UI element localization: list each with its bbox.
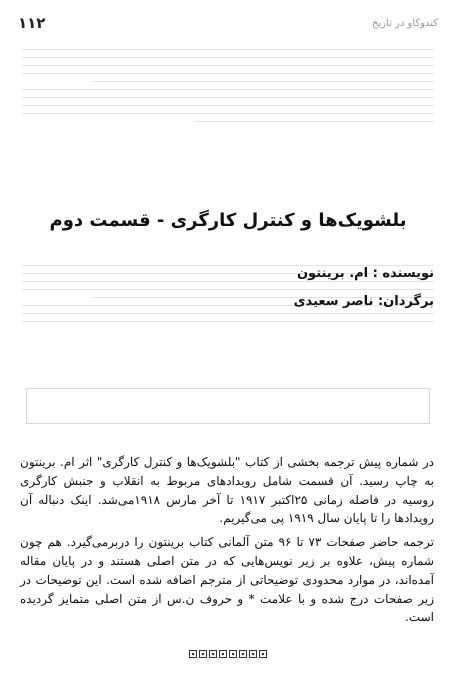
show-through-line [22, 65, 434, 66]
show-through-box [26, 388, 430, 424]
page-number: ۱۱۲ [18, 14, 46, 32]
ornament-glyph [229, 650, 237, 658]
ornament-glyph [199, 650, 207, 658]
show-through-text-top [22, 42, 434, 192]
running-head: کندوکاو در تاریخ [371, 17, 438, 29]
author-credit: نویسنده : ام. برینتون [296, 266, 434, 281]
show-through-line [22, 313, 434, 314]
ornament-divider [189, 650, 267, 658]
show-through-line [22, 321, 434, 322]
show-through-line [22, 289, 434, 290]
show-through-line [22, 89, 434, 90]
show-through-line [22, 57, 434, 58]
show-through-line [22, 49, 434, 50]
ornament-glyph [249, 650, 257, 658]
article-title: بلشویک‌ها و کنترل کارگری - قسمت دوم [49, 210, 407, 231]
show-through-line [22, 97, 434, 98]
translator-credit: برگردان: ناصر سعیدی [293, 294, 434, 309]
ornament-glyph [219, 650, 227, 658]
body-text [20, 453, 434, 632]
show-through-line [92, 81, 434, 82]
show-through-line [22, 113, 434, 114]
show-through-line [22, 105, 434, 106]
show-through-line [22, 73, 434, 74]
ornament-glyph [189, 650, 197, 658]
show-through-line [195, 121, 434, 122]
paragraph: در شماره پیش ترجمه بخشی از کتاب "بلشویک‌ها و کنترل کارگری" اثر ام. برینتون به چاپ رسید. آن قسمت شامل رویدادهای مربوط به انقلاب و جنبش کارگری روسیه در فاصله زمانی ۲۵اکتبر ۱۹۱۷ تا آخر مارس ۱۹۱۸می‌شد. اینک دنباله آن رویدادها را تا پایان سال ۱۹۱۹ پی می‌گیریم. [20, 455, 435, 526]
ornament-glyph [209, 650, 217, 658]
show-through-line [22, 281, 434, 282]
ornament-glyph [239, 650, 247, 658]
paragraph: ترجمه حاضر صفحات ۷۳ تا ۹۶ متن آلمانی کتاب برینتون را دربرمی‌گیرد. هم چون شماره پیش، علاوه بر زیر نویس‌هایی که در متن اصلی هستند و در پایان مقاله آمده‌اند، در موارد محدودی توضیحاتی از مترجم اضافه شده است. این توضیحات در زیر صفحات درج شده و با علامت * و حروف ن.س از متن اصلی متمایز گردیده است. [20, 535, 435, 625]
page-header [18, 12, 438, 34]
ornament-glyph [259, 650, 267, 658]
